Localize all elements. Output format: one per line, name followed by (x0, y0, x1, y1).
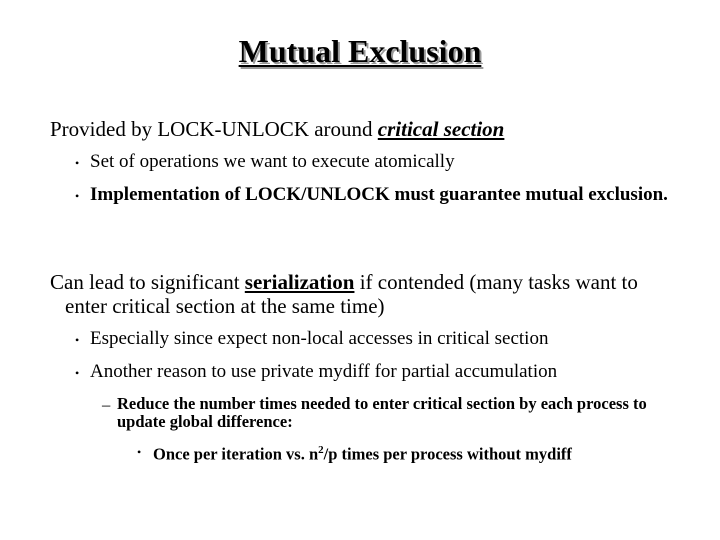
bullet-icon: • (75, 156, 80, 170)
bullet-icon: • (75, 189, 80, 203)
times-per-process-text: /p times per process without mydiff (323, 444, 572, 464)
subsubpoint-once-per-iteration (153, 441, 572, 464)
bullet-atomic: Set of operations we want to execute atomically (90, 151, 455, 172)
point-lock-unlock (50, 117, 504, 141)
bullet-icon: • (75, 366, 80, 380)
serialization-emphasis: serialization (244, 270, 355, 294)
bullet-nonlocal: Especially since expect non-local accesses in critical section (90, 328, 549, 349)
bullet-mydiff: Another reason to use private mydiff for partial accumulation (90, 361, 558, 382)
bullet-icon: • (137, 445, 142, 459)
bullet-icon: • (75, 333, 80, 347)
point-lock-unlock-text: Provided by LOCK-UNLOCK around (50, 117, 378, 141)
vs-n-text: vs. n (281, 444, 319, 464)
point-serialization-pre: Can lead to significant (50, 270, 245, 294)
critical-section-emphasis: critical section (377, 117, 505, 141)
exponent-two: 2 (318, 444, 324, 456)
point-serialization (50, 270, 675, 318)
bullet-implementation: Implementation of LOCK/UNLOCK must guarantee mutual exclusion. (90, 184, 668, 205)
point-serialization-post: if contended (many tasks want to enter critical section at the same time) (65, 270, 638, 318)
dash-icon: – (102, 395, 111, 414)
subpoint-reduce: Reduce the number times needed to enter critical section by each process to update global difference: (117, 394, 647, 431)
slide-title: Mutual Exclusion (238, 33, 482, 69)
once-per-iteration-text: Once per iteration (153, 444, 282, 464)
